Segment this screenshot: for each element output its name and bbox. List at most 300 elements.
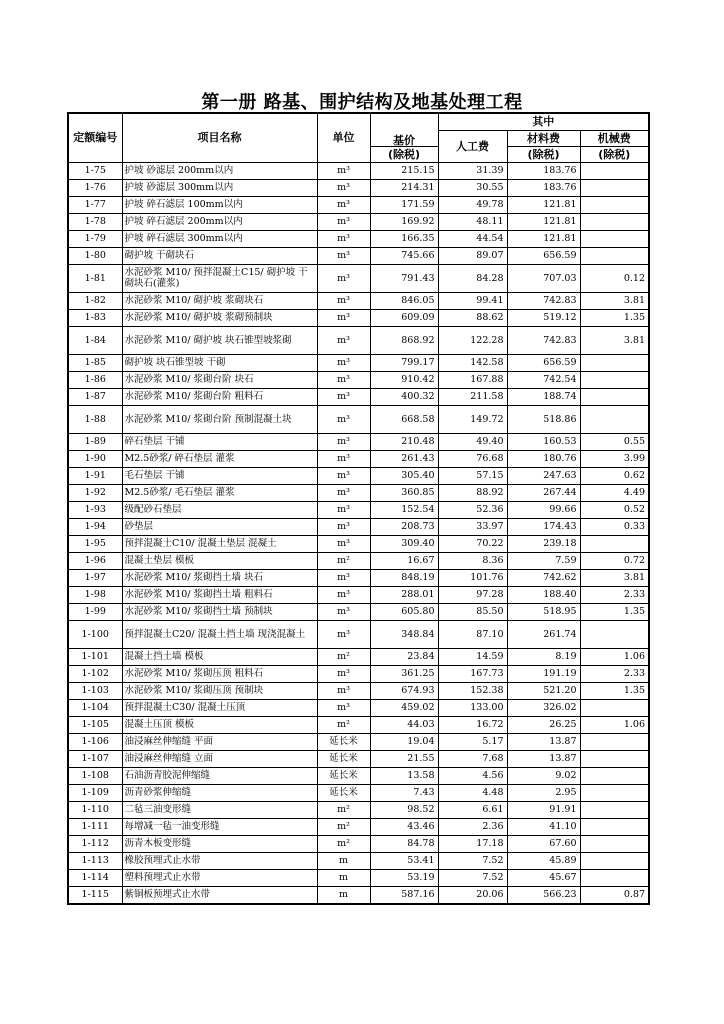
row-unit: m³ xyxy=(317,699,370,716)
row-name: 水泥砂浆 M10/ 浆砌台阶 预制混凝土块 xyxy=(122,405,317,433)
row-labor: 88.62 xyxy=(438,309,507,326)
row-unit: m³ xyxy=(317,682,370,699)
row-code: 1-91 xyxy=(68,467,122,484)
row-material: 742.83 xyxy=(507,292,580,309)
row-material: 121.81 xyxy=(507,213,580,230)
row-base-price: 13.58 xyxy=(370,767,438,784)
row-labor: 44.54 xyxy=(438,230,507,247)
row-name: 护坡 碎石滤层 300mm以内 xyxy=(122,230,317,247)
row-machine: 3.99 xyxy=(580,450,649,467)
row-code: 1-92 xyxy=(68,484,122,501)
table-row xyxy=(68,682,649,699)
row-labor: 167.73 xyxy=(438,665,507,682)
row-labor: 5.17 xyxy=(438,733,507,750)
row-labor: 167.88 xyxy=(438,371,507,388)
row-machine xyxy=(580,179,649,196)
row-base-price: 152.54 xyxy=(370,501,438,518)
row-unit: m³ xyxy=(317,535,370,552)
row-code: 1-113 xyxy=(68,852,122,869)
row-material: 188.74 xyxy=(507,388,580,405)
row-unit: m² xyxy=(317,835,370,852)
header-name: 项目名称 xyxy=(122,113,317,162)
row-base-price: 745.66 xyxy=(370,247,438,264)
row-machine: 1.35 xyxy=(580,309,649,326)
row-code: 1-102 xyxy=(68,665,122,682)
row-code: 1-98 xyxy=(68,586,122,603)
row-base-price: 215.15 xyxy=(370,162,438,179)
row-name: 水泥砂浆 M10/ 浆砌台阶 块石 xyxy=(122,371,317,388)
row-machine: 3.81 xyxy=(580,292,649,309)
row-unit: m³ xyxy=(317,388,370,405)
row-base-price: 348.84 xyxy=(370,620,438,648)
row-labor: 85.50 xyxy=(438,603,507,620)
row-material: 13.87 xyxy=(507,733,580,750)
table-row xyxy=(68,886,649,904)
table-row xyxy=(68,767,649,784)
row-name: 混凝土垫层 模板 xyxy=(122,552,317,569)
row-code: 1-83 xyxy=(68,309,122,326)
row-material: 742.62 xyxy=(507,569,580,586)
row-machine xyxy=(580,405,649,433)
table-row xyxy=(68,247,649,264)
row-base-price: 668.58 xyxy=(370,405,438,433)
row-base-price: 791.43 xyxy=(370,264,438,292)
row-name: 护坡 砂滤层 300mm以内 xyxy=(122,179,317,196)
row-material: 326.02 xyxy=(507,699,580,716)
row-labor: 122.28 xyxy=(438,326,507,354)
row-name: M2.5砂浆/ 碎石垫层 灌浆 xyxy=(122,450,317,467)
row-name: 水泥砂浆 M10/ 砌护坡 浆砌预制块 xyxy=(122,309,317,326)
row-unit: m² xyxy=(317,818,370,835)
row-machine: 2.33 xyxy=(580,665,649,682)
row-unit: m³ xyxy=(317,586,370,603)
table-row xyxy=(68,869,649,886)
row-name: 沥青木板变形缝 xyxy=(122,835,317,852)
row-unit: m³ xyxy=(317,665,370,682)
row-code: 1-100 xyxy=(68,620,122,648)
row-labor: 48.11 xyxy=(438,213,507,230)
row-labor: 7.52 xyxy=(438,869,507,886)
table-row xyxy=(68,326,649,354)
row-name: 水泥砂浆 M10/ 预拌混凝土C15/ 砌护坡 干砌块石(灌浆) xyxy=(122,264,317,292)
row-name: 石油沥青胶泥伸缩缝 xyxy=(122,767,317,784)
row-code: 1-78 xyxy=(68,213,122,230)
row-code: 1-107 xyxy=(68,750,122,767)
row-unit: m³ xyxy=(317,247,370,264)
row-labor: 2.36 xyxy=(438,818,507,835)
table-row xyxy=(68,433,649,450)
row-base-price: 44.03 xyxy=(370,716,438,733)
row-machine xyxy=(580,835,649,852)
row-material: 183.76 xyxy=(507,162,580,179)
row-base-price: 53.41 xyxy=(370,852,438,869)
table-row xyxy=(68,852,649,869)
row-code: 1-106 xyxy=(68,733,122,750)
row-machine: 4.49 xyxy=(580,484,649,501)
row-labor: 7.68 xyxy=(438,750,507,767)
row-machine xyxy=(580,818,649,835)
row-labor: 17.18 xyxy=(438,835,507,852)
row-machine: 0.33 xyxy=(580,518,649,535)
row-machine xyxy=(580,750,649,767)
header-code: 定额编号 xyxy=(68,113,122,162)
row-base-price: 360.85 xyxy=(370,484,438,501)
row-code: 1-103 xyxy=(68,682,122,699)
row-name: 级配砂石垫层 xyxy=(122,501,317,518)
row-base-price: 208.73 xyxy=(370,518,438,535)
table-row xyxy=(68,450,649,467)
row-machine: 0.72 xyxy=(580,552,649,569)
row-material: 26.25 xyxy=(507,716,580,733)
row-base-price: 609.09 xyxy=(370,309,438,326)
row-base-price: 84.78 xyxy=(370,835,438,852)
table-row xyxy=(68,388,649,405)
row-material: 41.10 xyxy=(507,818,580,835)
row-material: 121.81 xyxy=(507,230,580,247)
header-material: 材料费 xyxy=(507,130,580,146)
row-base-price: 305.40 xyxy=(370,467,438,484)
row-material: 518.86 xyxy=(507,405,580,433)
row-code: 1-90 xyxy=(68,450,122,467)
row-code: 1-110 xyxy=(68,801,122,818)
table-row xyxy=(68,309,649,326)
row-base-price: 23.84 xyxy=(370,648,438,665)
row-name: 水泥砂浆 M10/ 浆砌挡土墙 粗料石 xyxy=(122,586,317,603)
row-unit: m³ xyxy=(317,450,370,467)
row-base-price: 53.19 xyxy=(370,869,438,886)
row-machine xyxy=(580,620,649,648)
row-unit: 延长米 xyxy=(317,750,370,767)
row-name: 油浸麻丝伸缩缝 平面 xyxy=(122,733,317,750)
row-machine: 0.87 xyxy=(580,886,649,904)
row-labor: 33.97 xyxy=(438,518,507,535)
table-row xyxy=(68,552,649,569)
row-base-price: 166.35 xyxy=(370,230,438,247)
row-labor: 133.00 xyxy=(438,699,507,716)
row-material: 519.12 xyxy=(507,309,580,326)
row-machine: 2.33 xyxy=(580,586,649,603)
row-unit: m² xyxy=(317,716,370,733)
table-row xyxy=(68,371,649,388)
row-labor: 49.78 xyxy=(438,196,507,213)
row-code: 1-82 xyxy=(68,292,122,309)
row-unit: 延长米 xyxy=(317,784,370,801)
row-machine xyxy=(580,371,649,388)
row-labor: 4.48 xyxy=(438,784,507,801)
table-row xyxy=(68,535,649,552)
row-name: 砌护坡 块石锥型坡 干砌 xyxy=(122,354,317,371)
row-base-price: 171.59 xyxy=(370,196,438,213)
row-name: 砌护坡 干砌块石 xyxy=(122,247,317,264)
table-row xyxy=(68,716,649,733)
row-name: 碎石垫层 干铺 xyxy=(122,433,317,450)
row-name: 预拌混凝土C20/ 混凝土挡土墙 现浇混凝土 xyxy=(122,620,317,648)
row-name: 护坡 砂滤层 200mm以内 xyxy=(122,162,317,179)
row-name: 紫铜板预埋式止水带 xyxy=(122,886,317,904)
row-machine xyxy=(580,213,649,230)
row-base-price: 910.42 xyxy=(370,371,438,388)
table-row xyxy=(68,405,649,433)
row-code: 1-94 xyxy=(68,518,122,535)
row-base-price: 214.31 xyxy=(370,179,438,196)
row-unit: m³ xyxy=(317,264,370,292)
row-code: 1-79 xyxy=(68,230,122,247)
row-base-price: 19.04 xyxy=(370,733,438,750)
row-labor: 152.38 xyxy=(438,682,507,699)
row-labor: 87.10 xyxy=(438,620,507,648)
row-machine: 1.06 xyxy=(580,648,649,665)
row-material: 247.63 xyxy=(507,467,580,484)
row-machine xyxy=(580,162,649,179)
row-base-price: 605.80 xyxy=(370,603,438,620)
row-material: 45.67 xyxy=(507,869,580,886)
row-material: 656.59 xyxy=(507,354,580,371)
row-name: 毛石垫层 干铺 xyxy=(122,467,317,484)
row-name: 护坡 碎石滤层 200mm以内 xyxy=(122,213,317,230)
row-material: 174.43 xyxy=(507,518,580,535)
row-unit: m² xyxy=(317,552,370,569)
row-material: 180.76 xyxy=(507,450,580,467)
row-base-price: 288.01 xyxy=(370,586,438,603)
row-name: 水泥砂浆 M10/ 浆砌挡土墙 块石 xyxy=(122,569,317,586)
row-labor: 57.15 xyxy=(438,467,507,484)
row-code: 1-93 xyxy=(68,501,122,518)
row-material: 656.59 xyxy=(507,247,580,264)
row-labor: 6.61 xyxy=(438,801,507,818)
row-labor: 149.72 xyxy=(438,405,507,433)
row-material: 261.74 xyxy=(507,620,580,648)
table-row xyxy=(68,467,649,484)
row-name: 水泥砂浆 M10/ 浆砌压顶 粗料石 xyxy=(122,665,317,682)
table-row xyxy=(68,213,649,230)
row-base-price: 400.32 xyxy=(370,388,438,405)
row-code: 1-76 xyxy=(68,179,122,196)
row-unit: m³ xyxy=(317,518,370,535)
row-material: 2.95 xyxy=(507,784,580,801)
header-unit: 单位 xyxy=(317,113,370,162)
row-material: 99.66 xyxy=(507,501,580,518)
row-material: 742.83 xyxy=(507,326,580,354)
row-labor: 89.07 xyxy=(438,247,507,264)
row-code: 1-108 xyxy=(68,767,122,784)
header-material-note: (除税) xyxy=(507,146,580,162)
page-title: 第一册 路基、围护结构及地基处理工程 xyxy=(201,92,523,113)
row-material: 13.87 xyxy=(507,750,580,767)
table-row xyxy=(68,699,649,716)
row-material: 91.91 xyxy=(507,801,580,818)
table-row xyxy=(68,162,649,179)
row-machine xyxy=(580,230,649,247)
table-row xyxy=(68,620,649,648)
header-base-price-note: (除税) xyxy=(370,146,438,162)
row-unit: m³ xyxy=(317,354,370,371)
row-code: 1-111 xyxy=(68,818,122,835)
row-code: 1-114 xyxy=(68,869,122,886)
table-row xyxy=(68,292,649,309)
row-material: 742.54 xyxy=(507,371,580,388)
row-unit: m³ xyxy=(317,196,370,213)
row-code: 1-99 xyxy=(68,603,122,620)
table-row xyxy=(68,501,649,518)
row-code: 1-88 xyxy=(68,405,122,433)
header-machine-note: (除税) xyxy=(580,146,649,162)
row-material: 566.23 xyxy=(507,886,580,904)
row-base-price: 587.16 xyxy=(370,886,438,904)
table-row xyxy=(68,835,649,852)
row-base-price: 210.48 xyxy=(370,433,438,450)
row-code: 1-115 xyxy=(68,886,122,904)
row-machine xyxy=(580,388,649,405)
row-unit: m³ xyxy=(317,292,370,309)
row-labor: 211.58 xyxy=(438,388,507,405)
row-name: 水泥砂浆 M10/ 浆砌台阶 粗料石 xyxy=(122,388,317,405)
row-labor: 84.28 xyxy=(438,264,507,292)
row-code: 1-84 xyxy=(68,326,122,354)
row-code: 1-96 xyxy=(68,552,122,569)
row-unit: m² xyxy=(317,801,370,818)
row-machine xyxy=(580,869,649,886)
row-machine xyxy=(580,784,649,801)
row-name: 混凝土压顶 模板 xyxy=(122,716,317,733)
row-unit: m³ xyxy=(317,620,370,648)
row-base-price: 16.67 xyxy=(370,552,438,569)
row-name: 混凝土挡土墙 模板 xyxy=(122,648,317,665)
row-code: 1-105 xyxy=(68,716,122,733)
row-machine: 0.52 xyxy=(580,501,649,518)
row-material: 521.20 xyxy=(507,682,580,699)
row-material: 707.03 xyxy=(507,264,580,292)
row-labor: 14.59 xyxy=(438,648,507,665)
row-material: 45.89 xyxy=(507,852,580,869)
row-machine xyxy=(580,733,649,750)
row-unit: m³ xyxy=(317,179,370,196)
row-name: 每增减一毡一油变形缝 xyxy=(122,818,317,835)
row-unit: m³ xyxy=(317,484,370,501)
row-material: 267.44 xyxy=(507,484,580,501)
row-machine xyxy=(580,767,649,784)
row-base-price: 261.43 xyxy=(370,450,438,467)
row-code: 1-87 xyxy=(68,388,122,405)
row-labor: 99.41 xyxy=(438,292,507,309)
row-base-price: 848.19 xyxy=(370,569,438,586)
row-base-price: 799.17 xyxy=(370,354,438,371)
row-name: 沥青砂浆伸缩缝 xyxy=(122,784,317,801)
table-row xyxy=(68,603,649,620)
row-labor: 142.58 xyxy=(438,354,507,371)
row-labor: 7.52 xyxy=(438,852,507,869)
row-machine xyxy=(580,801,649,818)
row-labor: 4.56 xyxy=(438,767,507,784)
row-name: 预拌混凝土C30/ 混凝土压顶 xyxy=(122,699,317,716)
row-material: 160.53 xyxy=(507,433,580,450)
row-base-price: 43.46 xyxy=(370,818,438,835)
row-machine: 1.35 xyxy=(580,603,649,620)
row-unit: m³ xyxy=(317,371,370,388)
header-base-price: 基价 xyxy=(370,113,438,146)
row-name: 二毡三油变形缝 xyxy=(122,801,317,818)
row-material: 239.18 xyxy=(507,535,580,552)
row-material: 188.40 xyxy=(507,586,580,603)
row-name: 水泥砂浆 M10/ 浆砌挡土墙 预制块 xyxy=(122,603,317,620)
row-labor: 49.40 xyxy=(438,433,507,450)
row-code: 1-104 xyxy=(68,699,122,716)
row-base-price: 169.92 xyxy=(370,213,438,230)
row-machine xyxy=(580,247,649,264)
row-machine: 1.35 xyxy=(580,682,649,699)
table-row xyxy=(68,354,649,371)
table-row xyxy=(68,230,649,247)
row-code: 1-109 xyxy=(68,784,122,801)
row-labor: 88.92 xyxy=(438,484,507,501)
row-unit: m³ xyxy=(317,501,370,518)
row-code: 1-80 xyxy=(68,247,122,264)
row-unit: m xyxy=(317,886,370,904)
row-base-price: 674.93 xyxy=(370,682,438,699)
row-labor: 31.39 xyxy=(438,162,507,179)
table-row xyxy=(68,665,649,682)
table-row xyxy=(68,484,649,501)
row-base-price: 309.40 xyxy=(370,535,438,552)
row-unit: m³ xyxy=(317,213,370,230)
row-base-price: 98.52 xyxy=(370,801,438,818)
row-code: 1-77 xyxy=(68,196,122,213)
quota-table xyxy=(67,112,650,905)
row-base-price: 868.92 xyxy=(370,326,438,354)
row-name: 水泥砂浆 M10/ 浆砌压顶 预制块 xyxy=(122,682,317,699)
row-labor: 20.06 xyxy=(438,886,507,904)
row-name: 塑料预埋式止水带 xyxy=(122,869,317,886)
row-labor: 97.28 xyxy=(438,586,507,603)
row-material: 518.95 xyxy=(507,603,580,620)
row-material: 67.60 xyxy=(507,835,580,852)
row-name: 水泥砂浆 M10/ 砌护坡 浆砌块石 xyxy=(122,292,317,309)
row-unit: m³ xyxy=(317,433,370,450)
row-material: 183.76 xyxy=(507,179,580,196)
row-unit: m³ xyxy=(317,467,370,484)
row-machine: 1.06 xyxy=(580,716,649,733)
row-labor: 76.68 xyxy=(438,450,507,467)
row-material: 7.59 xyxy=(507,552,580,569)
header-labor: 人工费 xyxy=(438,130,507,162)
row-machine: 0.62 xyxy=(580,467,649,484)
row-base-price: 21.55 xyxy=(370,750,438,767)
row-material: 191.19 xyxy=(507,665,580,682)
table-row xyxy=(68,818,649,835)
row-unit: m³ xyxy=(317,603,370,620)
table-row xyxy=(68,196,649,213)
row-name: 油浸麻丝伸缩缝 立面 xyxy=(122,750,317,767)
table-row xyxy=(68,264,649,292)
row-code: 1-85 xyxy=(68,354,122,371)
row-code: 1-86 xyxy=(68,371,122,388)
table-row xyxy=(68,784,649,801)
row-name: 砂垫层 xyxy=(122,518,317,535)
row-labor: 52.36 xyxy=(438,501,507,518)
row-base-price: 7.43 xyxy=(370,784,438,801)
row-labor: 70.22 xyxy=(438,535,507,552)
table-row xyxy=(68,801,649,818)
row-base-price: 361.25 xyxy=(370,665,438,682)
row-labor: 8.36 xyxy=(438,552,507,569)
row-code: 1-97 xyxy=(68,569,122,586)
table-row xyxy=(68,586,649,603)
row-unit: m xyxy=(317,852,370,869)
table-row xyxy=(68,518,649,535)
table-row xyxy=(68,750,649,767)
row-code: 1-101 xyxy=(68,648,122,665)
row-name: 预拌混凝土C10/ 混凝土垫层 混凝土 xyxy=(122,535,317,552)
row-material: 9.02 xyxy=(507,767,580,784)
